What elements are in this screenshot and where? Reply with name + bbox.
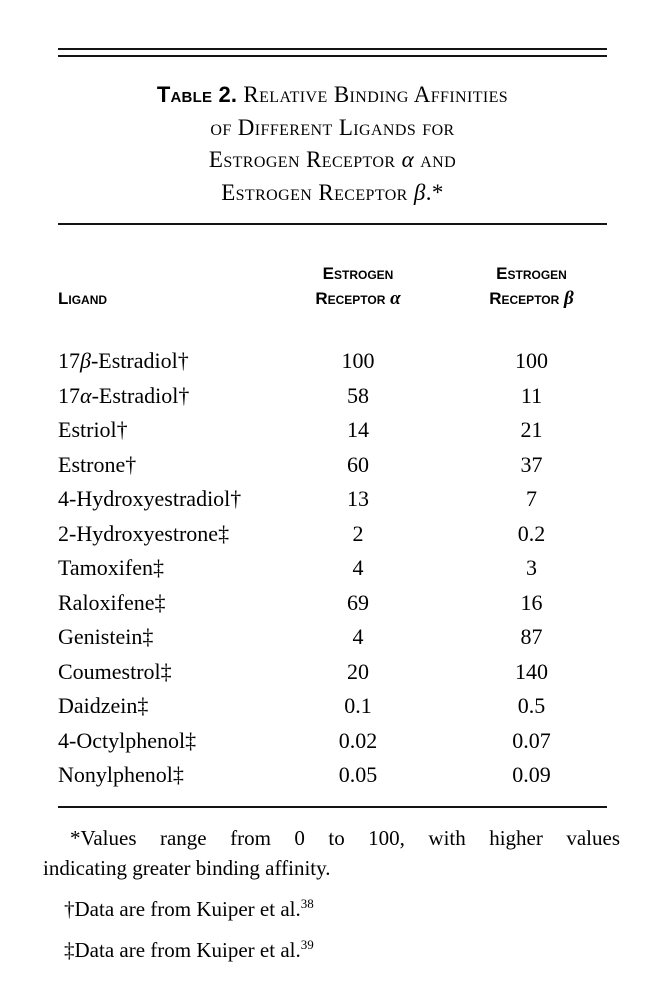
- rule-line: [58, 55, 607, 57]
- table-row: [58, 482, 607, 517]
- title-line-1: [58, 79, 607, 112]
- greek-beta: β: [564, 288, 574, 309]
- er-beta-value: 140: [515, 658, 548, 684]
- er-beta-value: 16: [520, 589, 543, 615]
- er-beta-value: 0.2: [517, 520, 546, 546]
- ligand-name: 17β-Estradiol†: [58, 348, 189, 373]
- er-alpha-value: 20: [347, 658, 369, 684]
- er-beta-value: 21: [520, 417, 543, 442]
- er-alpha-value: 0.1: [344, 693, 372, 718]
- er-alpha-value: 100: [341, 348, 375, 373]
- ligand-name: Estrone†: [58, 451, 137, 477]
- ligand-name: Raloxifene‡: [58, 589, 166, 615]
- table-bottom-rule: [58, 806, 607, 808]
- top-double-rule: [58, 48, 607, 57]
- table-row: [58, 724, 607, 759]
- table-number-label: Table 2.: [156, 82, 238, 107]
- ligand-name: Estriol†: [58, 417, 128, 442]
- title-line-2: of Different Ligands for: [210, 114, 455, 140]
- ligand-name: Genistein‡: [58, 624, 154, 649]
- er-alpha-value: 0.05: [338, 762, 378, 787]
- footnote-star-line-1: *Values range from 0 to 100, with higher values: [70, 825, 620, 850]
- table-body: [58, 344, 607, 793]
- table-row: [58, 379, 607, 414]
- er-beta-value: 3: [526, 555, 537, 580]
- footnote-double-dagger: ‡Data are from Kuiper et al.$^{39}$: [64, 936, 314, 962]
- title-line-4: Estrogen Receptor β.*: [221, 179, 444, 205]
- er-beta-value: 0.07: [512, 727, 551, 753]
- er-beta-value: 37: [520, 451, 543, 477]
- column-header-er-beta: Estrogen Receptor β: [489, 264, 574, 309]
- er-alpha-value: 13: [347, 486, 369, 511]
- title-line-1-rest: Relative Binding Affinities: [237, 82, 509, 107]
- ligand-name: 4-Octylphenol‡: [58, 727, 197, 753]
- ligand-name: 2-Hydroxyestrone‡: [58, 520, 230, 546]
- er-alpha-value: 14: [347, 417, 369, 442]
- table-row: [58, 758, 607, 793]
- footnote-star: [43, 823, 620, 883]
- table-row: [58, 551, 607, 586]
- column-header-er-alpha: Estrogen Receptor α: [315, 264, 401, 309]
- greek-alpha: α: [390, 288, 401, 309]
- table-row: [58, 586, 607, 621]
- table-row: [58, 655, 607, 690]
- er-beta-value: 11: [520, 382, 543, 408]
- er-beta-value: 7: [526, 486, 537, 511]
- er-alpha-value: 58: [347, 382, 369, 408]
- ligand-name: 17α-Estradiol†: [58, 382, 190, 408]
- er-alpha-value: 60: [347, 451, 369, 477]
- er-beta-value: 0.5: [517, 693, 546, 718]
- table-row: [58, 413, 607, 448]
- footnotes: [43, 823, 620, 965]
- ligand-name: Daidzein‡: [58, 693, 149, 718]
- greek-beta: β: [413, 179, 426, 205]
- reference-number: 39: [300, 936, 314, 952]
- table-row: [58, 344, 607, 379]
- footnote-star-line-2: indicating greater binding affinity.: [43, 855, 331, 880]
- er-beta-value: 87: [520, 624, 543, 649]
- ligand-name: 4-Hydroxyestradiol†: [58, 486, 242, 511]
- ligand-name: Tamoxifen‡: [58, 555, 164, 580]
- table-row: [58, 517, 607, 552]
- er-alpha-value: 2: [352, 520, 364, 546]
- er-alpha-value: 69: [347, 589, 369, 615]
- er-beta-value: 0.09: [512, 762, 551, 787]
- table-row: [58, 689, 607, 724]
- table-row: [58, 448, 607, 483]
- table-row: [58, 620, 607, 655]
- footnote-dagger: †Data are from Kuiper et al.$^{38}$: [64, 895, 314, 921]
- column-header-ligand: Ligand: [58, 289, 108, 308]
- reference-number: 38: [300, 895, 314, 911]
- title-line-3: Estrogen Receptor α and: [208, 147, 457, 172]
- er-alpha-value: 4: [352, 555, 364, 580]
- greek-alpha: α: [401, 147, 415, 172]
- er-alpha-value: 0.02: [338, 727, 378, 753]
- ligand-name: Coumestrol‡: [58, 658, 172, 684]
- er-alpha-value: 4: [352, 624, 364, 649]
- table-column-headers: [58, 261, 607, 311]
- title-separator-rule: [58, 223, 607, 225]
- er-beta-value: 100: [515, 348, 548, 373]
- table-title: [58, 79, 607, 209]
- ligand-name: Nonylphenol‡: [58, 762, 184, 787]
